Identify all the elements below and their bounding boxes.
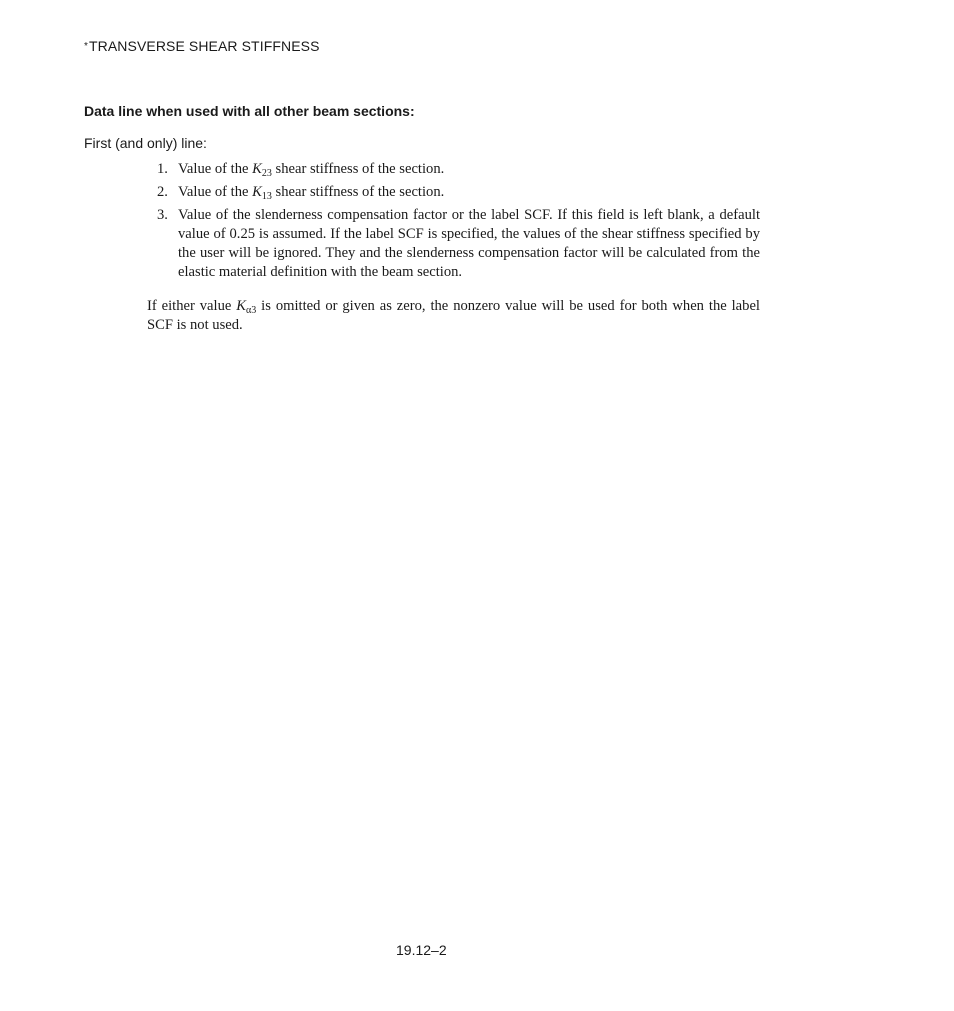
page-number: 19.12–2: [396, 942, 447, 958]
list-item-number: 2.: [157, 184, 168, 200]
data-line-items: [147, 160, 760, 286]
first-line-label: First (and only) line:: [84, 135, 207, 151]
list-item-text-end: shear stiffness of the section.: [271, 161, 445, 177]
math-symbol: $K_{13}$: [252, 184, 272, 202]
running-header-title: TRANSVERSE SHEAR STIFFNESS: [89, 38, 320, 54]
math-symbol: $K_{23}$: [252, 161, 272, 179]
math-subscript: α3: [246, 305, 257, 316]
list-item: [147, 160, 760, 179]
running-header: [84, 38, 320, 54]
math-symbol: $K_{\alpha 3}$: [236, 298, 257, 316]
note-paragraph: [147, 297, 760, 335]
list-item-text: Value of the: [178, 184, 253, 200]
list-item-text: Value of the: [178, 161, 253, 177]
math-subscript: 23: [261, 168, 272, 179]
note-text: If either value: [147, 298, 237, 314]
note-text-end: is omitted or given as zero, the nonzero value will be used for both when the label SCF is not used.: [147, 298, 760, 333]
section-heading: Data line when used with all other beam sections:: [84, 103, 415, 119]
list-item-number: 1.: [157, 161, 168, 177]
math-subscript: 13: [261, 191, 272, 202]
list-item-text-end: shear stiffness of the section.: [271, 184, 445, 200]
list-item-text: Value of the slenderness compensation factor or the label SCF. If this field is left blank, a default value of 0.25 is assumed. If the label SCF is specified, the values of the shear stiffness specified by the user will be ignored. They and the slenderness compensation factor will be calculated from the elastic material definition with the beam section.: [178, 207, 760, 280]
keyword-star: *: [84, 41, 88, 52]
list-item-number: 3.: [157, 207, 168, 223]
list-item: [147, 206, 760, 282]
list-item: [147, 183, 760, 202]
